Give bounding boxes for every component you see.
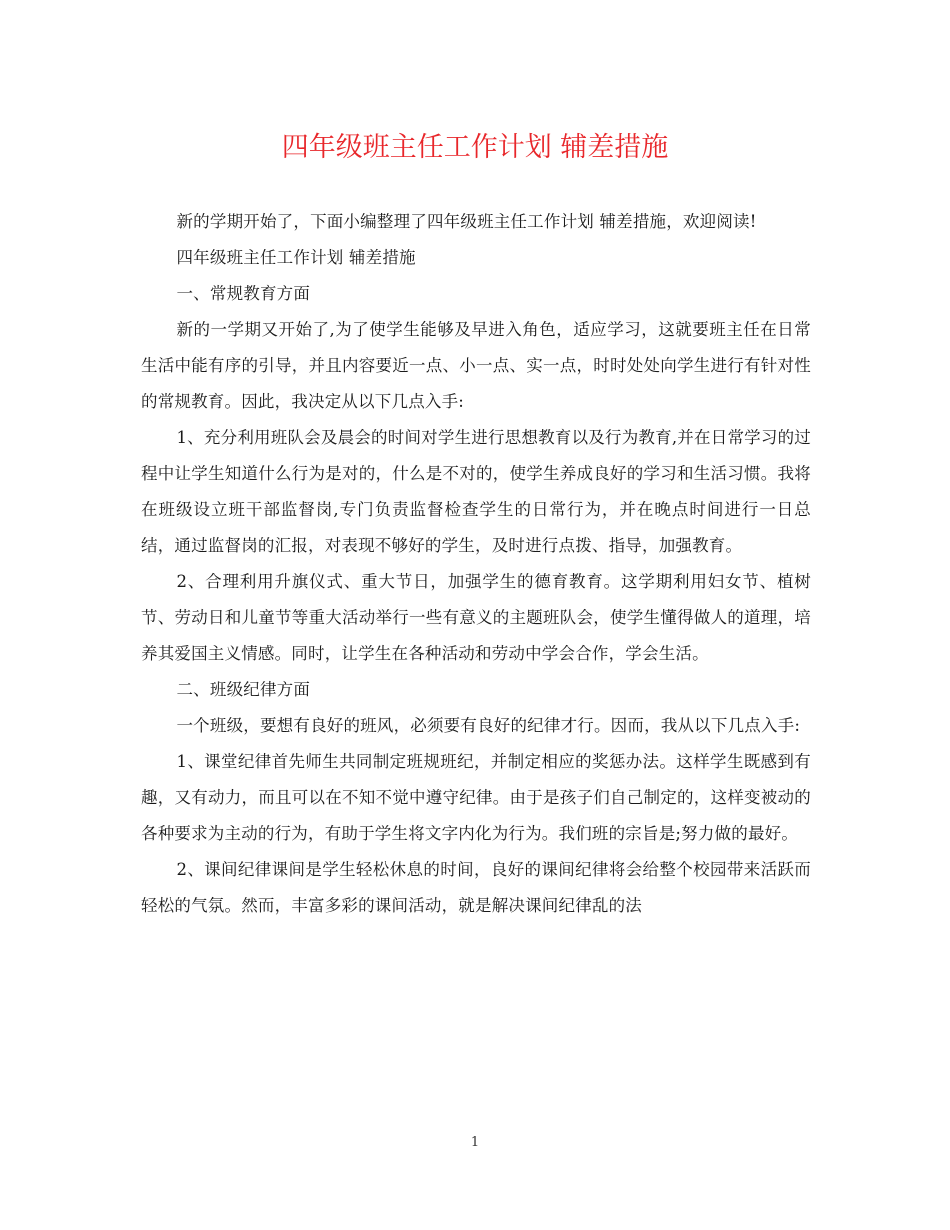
section-heading-discipline: 二、班级纪律方面 — [176, 680, 311, 699]
body-paragraph: 1、课堂纪律首先师生共同制定班规班纪，并制定相应的奖惩办法。这样学生既感到有趣，又有动力，而且可以在不知不觉中遵守纪律。由于是孩子们自己制定的，这样变被动的各种要求为主动的行为，有助于学生将文字内化为行为。我们班的宗旨是;努力做的最好。 — [141, 752, 811, 843]
document-body — [141, 204, 811, 924]
document-title: 四年级班主任工作计划 辅差措施 — [281, 132, 669, 163]
body-paragraph: 一个班级，要想有良好的班风，必须要有良好的纪律才行。因而，我从以下几点入手: — [176, 716, 801, 735]
page-number: 1 — [470, 1135, 480, 1150]
intro-paragraph: 新的学期开始了，下面小编整理了四年级班主任工作计划 辅差措施，欢迎阅读! — [176, 212, 757, 231]
body-paragraph: 1、充分利用班队会及晨会的时间对学生进行思想教育以及行为教育,并在日常学习的过程中让学生知道什么行为是对的，什么是不对的，使学生养成良好的学习和生活习惯。我将在班级设立班干部监督岗,专门负责监督检查学生的日常行为，并在晚点时间进行一日总结，通过监督岗的汇报，对表现不够好的学生，及时进行点拨、指导，加强教育。 — [141, 428, 811, 555]
subtitle-paragraph: 四年级班主任工作计划 辅差措施 — [176, 248, 416, 267]
body-paragraph: 2、合理利用升旗仪式、重大节日，加强学生的德育教育。这学期利用妇女节、植树节、劳动日和儿童节等重大活动举行一些有意义的主题班队会，使学生懂得做人的道理，培养其爱国主义情感。同时，让学生在各种活动和劳动中学会合作，学会生活。 — [141, 572, 811, 663]
body-paragraph: 新的一学期又开始了,为了使学生能够及早进入角色，适应学习，这就要班主任在日常生活中能有序的引导，并且内容要近一点、小一点、实一点，时时处处向学生进行有针对性的常规教育。因此，我决定从以下几点入手: — [141, 320, 811, 411]
section-heading-routine: 一、常规教育方面 — [176, 284, 311, 303]
body-paragraph: 2、课间纪律课间是学生轻松休息的时间，良好的课间纪律将会给整个校园带来活跃而轻松的气氛。然而，丰富多彩的课间活动，就是解决课间纪律乱的法 — [141, 860, 811, 915]
